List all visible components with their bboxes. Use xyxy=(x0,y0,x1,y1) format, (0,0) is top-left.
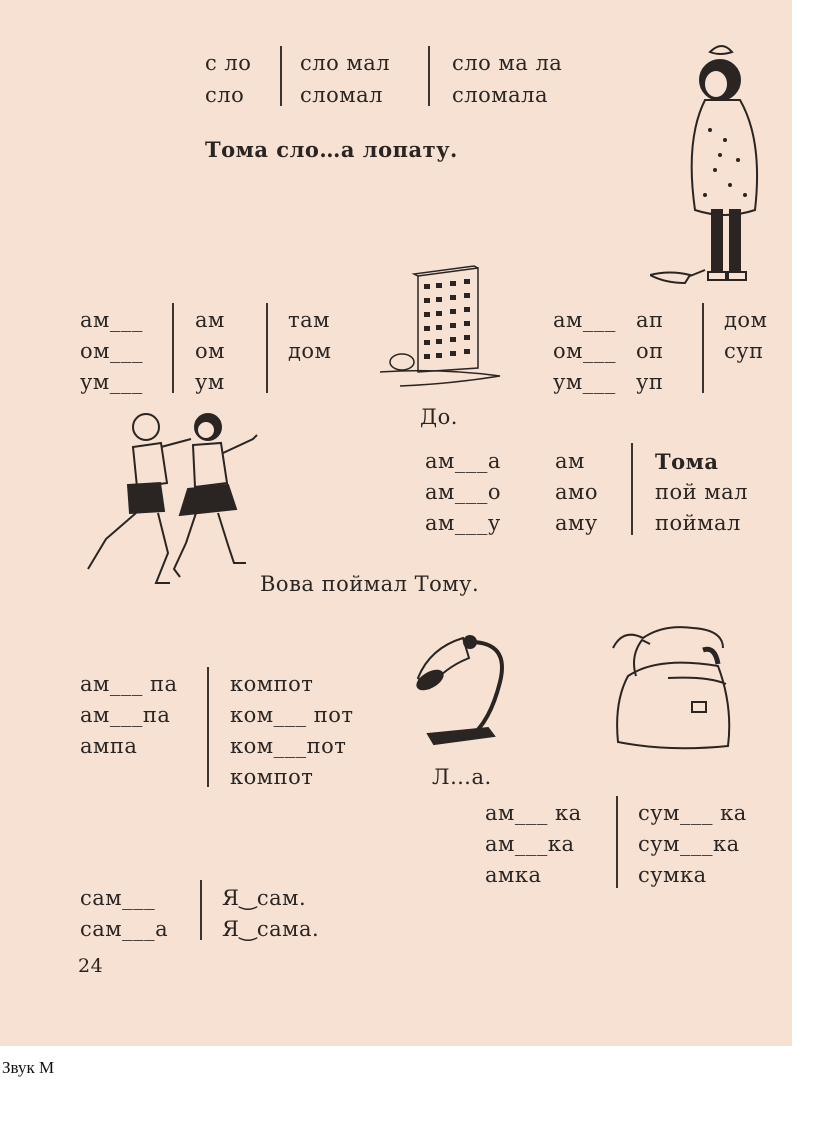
word-sup: суп xyxy=(724,339,764,363)
row-amka-2: ам___ка xyxy=(485,832,575,856)
row-a3: ам___ xyxy=(553,308,616,332)
syllable-3b: сломала xyxy=(452,83,548,107)
column-divider xyxy=(200,880,202,940)
sentence-vova: Вова поймал Тому. xyxy=(260,572,480,596)
girl-illustration xyxy=(650,40,775,290)
page-number: 24 xyxy=(78,955,104,977)
word-poi-mal: пой мал xyxy=(655,480,749,504)
row-ama: ам___а xyxy=(425,449,501,473)
row-c: ум___ xyxy=(80,370,143,394)
row-sam-2: сам___а xyxy=(80,917,169,941)
word-tam: там xyxy=(288,308,330,332)
syllable-1a: с ло xyxy=(205,51,252,75)
sentence-ya-sam: Я‿сам. xyxy=(222,886,307,910)
row-c3: ум___ xyxy=(553,370,616,394)
row-c2: ум xyxy=(195,370,225,394)
row-ampa-3: ампа xyxy=(80,734,138,758)
row-amka-3: амка xyxy=(485,863,542,887)
row-b: ом___ xyxy=(80,339,143,363)
word-dom: дом xyxy=(288,339,332,363)
column-divider xyxy=(280,46,282,106)
row-amka-1: ам___ ка xyxy=(485,801,582,825)
row-sam-1: сам___ xyxy=(80,886,156,910)
row-a: ам___ xyxy=(80,308,143,332)
syllable-op: оп xyxy=(636,339,664,363)
syllable-2b: сломал xyxy=(300,83,383,107)
column-divider xyxy=(631,443,633,535)
row-ampa-2: ам___па xyxy=(80,703,171,727)
column-divider xyxy=(428,46,430,106)
row-b2: ом xyxy=(195,339,225,363)
word-kompot-2: ком___ пот xyxy=(230,703,354,727)
lamp-illustration xyxy=(408,628,516,753)
caption-lampa: Л…а. xyxy=(432,765,492,789)
column-divider xyxy=(266,303,268,393)
row-amu: ам___у xyxy=(425,511,501,535)
syllable-3a: сло ма ла xyxy=(452,51,563,75)
syllable-amu: аму xyxy=(555,511,598,535)
column-divider xyxy=(172,303,174,393)
children-illustration xyxy=(78,405,263,590)
word-sumka-2: сум___ка xyxy=(638,832,740,856)
syllable-up: уп xyxy=(636,370,664,394)
column-divider xyxy=(207,667,209,787)
row-a2: ам xyxy=(195,308,225,332)
row-amo: ам___о xyxy=(425,480,501,504)
word-toma: Тома xyxy=(655,449,719,474)
column-divider xyxy=(616,796,618,888)
image-caption: Звук М xyxy=(2,1058,55,1077)
word-dom2: дом xyxy=(724,308,768,332)
sentence-ya-sama: Я‿сама. xyxy=(222,917,320,941)
row-ampa-1: ам___ па xyxy=(80,672,178,696)
syllable-ap: ап xyxy=(636,308,664,332)
caption-do: До. xyxy=(420,405,458,429)
word-poimal: поймал xyxy=(655,511,741,535)
row-b3: ом___ xyxy=(553,339,616,363)
word-kompot-3: ком___пот xyxy=(230,734,347,758)
column-divider xyxy=(702,303,704,393)
word-sumka-1: сум___ ка xyxy=(638,801,747,825)
building-illustration xyxy=(380,262,505,397)
syllable-2a: сло мал xyxy=(300,51,391,75)
syllable-am: ам xyxy=(555,449,585,473)
syllable-amo: амо xyxy=(555,480,598,504)
sentence-toma: Тома сло…а лопату. xyxy=(205,137,458,162)
word-kompot-1: компот xyxy=(230,672,314,696)
bag-illustration xyxy=(608,626,736,750)
word-sumka-3: сумка xyxy=(638,863,707,887)
syllable-1b: сло xyxy=(205,83,245,107)
word-kompot-4: компот xyxy=(230,765,314,789)
